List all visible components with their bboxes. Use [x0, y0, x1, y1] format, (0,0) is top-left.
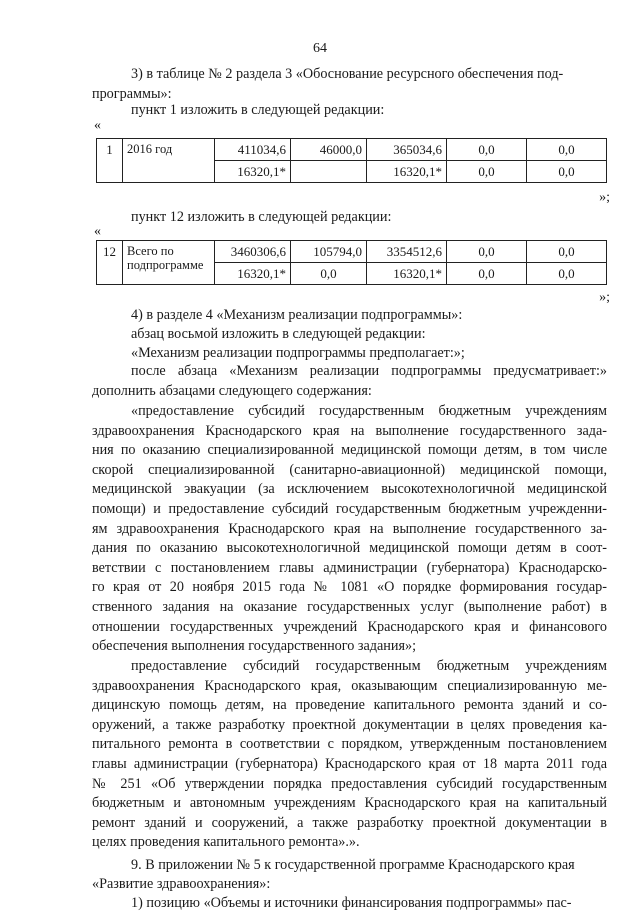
close-quote-1: »;	[599, 190, 610, 205]
text-line: здравоохранения Краснодарского края, оказывающим специализированную ме-	[92, 677, 607, 694]
page-number: 64	[313, 41, 327, 56]
punkt12-text: пункт 12 изложить в следующей редакции:	[131, 209, 392, 225]
text-line: медицинской эвакуации (за исключением высокотехнологичной медицинской	[92, 481, 607, 498]
table-cell: 0,0	[527, 263, 607, 285]
text-line: ния по оказанию специализированной медицинской помощи детям, в том числе	[92, 442, 607, 459]
table-row	[97, 241, 607, 263]
table-cell: 105794,0	[291, 241, 367, 263]
item3-line2: программы»:	[92, 86, 172, 102]
row-name-line1: Всего по	[127, 244, 174, 258]
resource-table-2	[96, 240, 607, 285]
table-cell: 0,0	[527, 241, 607, 263]
punkt1-text: пункт 1 изложить в следующей редакции:	[131, 102, 385, 118]
item4-text: 4) в разделе 4 «Механизм реализации подпрограммы»:	[131, 307, 463, 323]
text-line: главы администрации (губернатора) Краснодарского края от 18 марта 2011 года	[92, 755, 607, 772]
text-line: ремонт зданий и сооружений, а также разработку проектной документации в	[92, 814, 607, 831]
text-line: бюджетным и автономным учреждениям Краснодарского края на капитальный	[92, 795, 607, 812]
open-quote-1: «	[94, 118, 101, 133]
item3-line1: 3) в таблице № 2 раздела 3 «Обоснование ресурсного обеспечения под-	[131, 66, 564, 82]
row-name	[123, 241, 215, 285]
table-cell: 365034,6	[367, 139, 447, 161]
text-line: «предоставление субсидий государственным бюджетным учреждениям	[131, 403, 607, 419]
paragraph-1	[92, 402, 607, 657]
text-line: помощи) и предоставление субсидий государственным бюджетным учрежденни-	[92, 500, 607, 517]
resource-table-1	[96, 138, 607, 183]
table-cell: 411034,6	[215, 139, 291, 161]
text-line: целях проведения капитального ремонта».».	[92, 834, 360, 851]
row-name: 2016 год	[123, 139, 215, 183]
table-cell: 0,0	[527, 139, 607, 161]
text-line: предоставление субсидий государственным бюджетным учреждениям	[131, 658, 607, 674]
table-cell: 3354512,6	[367, 241, 447, 263]
text-line: оружений, а также разработку проектной документации в целях проведения ка-	[92, 716, 607, 733]
table-cell: 0,0	[447, 263, 527, 285]
table-cell: 16320,1*	[367, 161, 447, 183]
abzac8-text: абзац восьмой изложить в следующей редакции:	[131, 326, 426, 342]
item9-subitem1: 1) позицию «Объемы и источники финансирования подпрограммы» пас-	[131, 895, 572, 911]
text-line: дания по оказанию высокотехнологичной медицинской помощи детям в соот-	[92, 540, 607, 557]
text-line: ветствии с постановлением главы администрации (губернатора) Краснодарско-	[92, 559, 607, 576]
text-line: скорой специализированной (санитарно-авиационной) медицинской помощи,	[92, 461, 607, 478]
table-row	[97, 139, 607, 161]
close-quote-2: »;	[599, 290, 610, 305]
text-line: после абзаца «Механизм реализации подпрограммы предусматривает:»	[131, 363, 607, 379]
text-line: питального ремонта в соответствии с порядком, утвержденным постановлением	[92, 736, 607, 753]
table-cell: 16320,1*	[367, 263, 447, 285]
row-name-line2: подпрограмме	[127, 258, 204, 272]
item9-line2: «Развитие здравоохранения»:	[92, 876, 271, 892]
table-cell: 0,0	[447, 241, 527, 263]
text-line: обеспечения выполнения государственного задания»;	[92, 638, 417, 655]
mechanism-text: «Механизм реализации подпрограммы предполагает:»;	[131, 345, 465, 361]
text-line: № 251 «Об утверждении порядка предоставления субсидий государственным	[92, 775, 607, 792]
table-cell: 16320,1*	[215, 161, 291, 183]
text-line: го края от 20 ноября 2015 года № 1081 «О порядке формирования государ-	[92, 579, 607, 596]
table-cell: 16320,1*	[215, 263, 291, 285]
paragraph-2	[92, 657, 607, 853]
text-line: ям здравоохранения Краснодарского края на выполнение государственного за-	[92, 520, 607, 537]
text-line: отношении государственных учреждений Краснодарского края и финансового	[92, 618, 607, 635]
row-number: 12	[97, 241, 123, 285]
table-cell	[291, 161, 367, 183]
item9-line1: 9. В приложении № 5 к государственной программе Краснодарского края	[131, 857, 575, 873]
open-quote-2: «	[94, 224, 101, 239]
table-cell: 0,0	[291, 263, 367, 285]
after-paragraph	[92, 362, 607, 401]
text-line: дополнить абзацами следующего содержания:	[92, 382, 372, 399]
table-cell: 3460306,6	[215, 241, 291, 263]
text-line: дицинскую помощь детям, на проведение капитального ремонта зданий и со-	[92, 697, 607, 714]
table-cell: 0,0	[447, 139, 527, 161]
text-line: здравоохранения Краснодарского края на выполнение государственного зада-	[92, 422, 607, 439]
text-line: ственного задания на оказание государственных услуг (выполнение работ) в	[92, 598, 607, 615]
row-number: 1	[97, 139, 123, 183]
table-cell: 46000,0	[291, 139, 367, 161]
table-cell: 0,0	[447, 161, 527, 183]
table-cell: 0,0	[527, 161, 607, 183]
